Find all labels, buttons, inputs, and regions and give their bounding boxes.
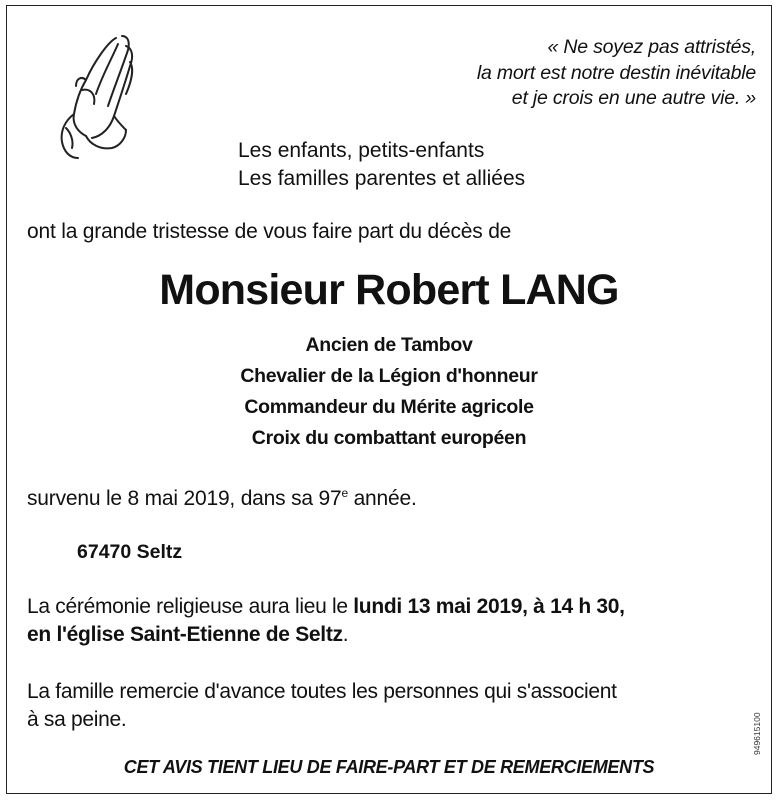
family-line-1: Les enfants, petits-enfants (238, 139, 485, 162)
footer-notice: CET AVIS TIENT LIEU DE FAIRE-PART ET DE REMERCIEMENTS (123, 757, 655, 777)
reference-number: 949615100 (752, 712, 762, 755)
thanks-line-1: La famille remercie d'avance toutes les personnes qui s'associent (27, 680, 617, 703)
honor-item: Ancien de Tambov (305, 334, 473, 356)
ceremony-location-end: . (342, 623, 349, 646)
thanks-block (27, 678, 617, 734)
honor-item: Commandeur du Mérite agricole (244, 396, 534, 418)
ceremony-block (27, 593, 625, 649)
honor-item: Croix du combattant européen (251, 427, 527, 449)
ceremony-prefix: La cérémonie religieuse aura lieu le (27, 595, 354, 618)
ceremony-location: en l'église Saint-Etienne de Seltz (27, 623, 343, 646)
honors-list (0, 330, 778, 454)
praying-hands-icon (56, 32, 138, 162)
thanks-line-2: à sa peine. (27, 708, 127, 731)
quote-line-3: et je crois en une autre vie. » (511, 87, 756, 109)
ceremony-date-time: lundi 13 mai 2019, à 14 h 30, (353, 595, 625, 618)
deceased-name: Monsieur Robert LANG (159, 266, 619, 314)
ordinal-suffix: e (341, 486, 348, 500)
honor-item: Chevalier de la Légion d'honneur (240, 365, 538, 387)
quote-block (477, 35, 756, 112)
intro-text: ont la grande tristesse de vous faire part du décès de (27, 220, 512, 243)
quote-line-1: « Ne soyez pas attristés, (547, 36, 756, 58)
quote-line-2: la mort est notre destin inévitable (476, 61, 756, 84)
death-text: survenu le 8 mai 2019, dans sa 97 (27, 487, 342, 510)
place-postal: 67470 Seltz (77, 541, 183, 563)
family-block (238, 137, 525, 193)
death-date-line (27, 487, 417, 511)
family-line-2: Les familles parentes et alliées (238, 167, 526, 190)
death-suffix-text: année. (347, 487, 417, 510)
